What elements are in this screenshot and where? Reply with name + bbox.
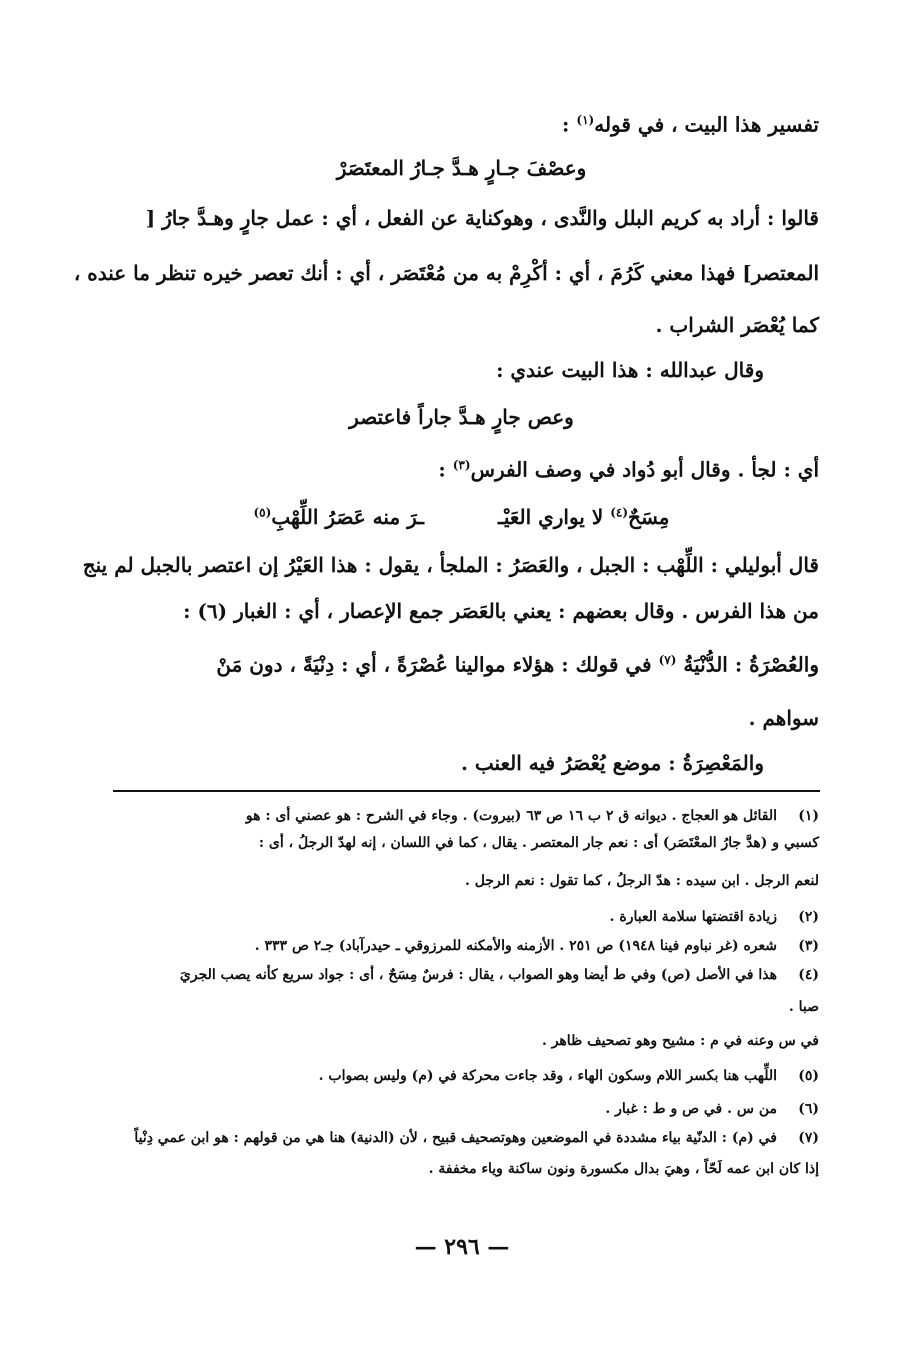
- footnote-1: (١)القائل هو العجاج . ديوانه ق ٢ ب ١٦ ص ٦٣ (بيروت) . وجاء في الشرح : هو عصني أى : هو: [245, 808, 819, 824]
- line8-text: أي : لجأ . وقال أبو دُواد في وصف الفرس: [470, 457, 819, 482]
- footnote-ref-5: (٥): [253, 505, 272, 519]
- footnote-1-line-3: لنعم الرجل . ابن سيده : هدّ الرجلُ ، كما تقول : نعم الرجل .: [465, 873, 819, 889]
- footnote-ref-4: (٤): [610, 505, 629, 519]
- footnote-7-line-2: إذا كان ابن عمه لَحّاً ، وهيَ بدال مكسورة ونون ساكنة وياء مخففة .: [428, 1161, 819, 1177]
- text-line-4: المعتصر] فهذا معني كَرُمَ ، أي : أكْرِمْ به من مُعْتَصَر ، أي : أنك تعصر خيره تنظر ما عنده ،: [73, 261, 819, 285]
- footnote-ref-1: (١): [576, 113, 595, 127]
- footnote-divider: [113, 790, 820, 792]
- text-line-11: من هذا الفرس . وقال بعضهم : يعني بالعَصَر جمع الإعصار ، أي : الغبار (٦) :: [183, 599, 819, 623]
- line8-colon: :: [438, 457, 446, 482]
- footnote-4-line-2: صبا .: [788, 999, 819, 1015]
- footnote-ref-3: (٣): [452, 458, 471, 472]
- footnote-2: (٢)زيادة اقتضتها سلامة العبارة .: [609, 909, 819, 925]
- verse-1: وعصْفَ جـارٍ هـدَّ جـارُ المعتَصَرْ: [336, 156, 587, 180]
- footnote-4: (٤)هذا في الأصل (ص) وفي ط أيضا وهو الصواب ، يقال : فرسٌ مِسَحٌ ، أى : جواد سريع كأنه يصب الجريَ: [179, 967, 819, 983]
- text-line-14: والمَعْصِرَةُ : موضع يُعْصَرُ فيه العنب .: [460, 751, 764, 775]
- verse3-hemistich-2: ـرَ منه عَصَرُ اللِّهْبِ$^{(٥)}$: [253, 504, 425, 529]
- text-line-12: والعُصْرَةُ : الدُّنْيَةُ $^{(٧)}$ في قولك : هؤلاء موالينا عُصْرَةً ، أي : دِنْيَةً ، دون مَنْ: [216, 652, 819, 677]
- text-line-8: [104, 450, 819, 485]
- text-line-5: كما يُعْصَر الشراب .: [655, 313, 819, 337]
- text-line-3: قالوا : أراد به كريم البلل والنَّدى ، وهوكناية عن الفعل ، أي : عمل جارٍ وهـدَّ جارُ [: [145, 206, 819, 230]
- footnote-4-line-3: في س وعنه في م : مشيح وهو تصحيف ظاهر .: [541, 1033, 819, 1049]
- footnote-5: (٥)اللِّهب هنا بكسر اللام وسكون الهاء ، وقد جاءت محركة في (م) وليس بصواب .: [318, 1068, 819, 1084]
- footnote-ref-7: (٧): [658, 653, 677, 667]
- footnote-3: (٣)شعره (غر نباوم فينا ١٩٤٨) ص ٢٥١ . الأزمنه والأمكنه للمرزوقي ـ حيدرآباد) جـ٢ ص ٣٣٣ .: [254, 938, 819, 954]
- verse-3: [104, 497, 819, 532]
- verse-2: وعص جارٍ هـدَّ جاراً فاعتصر: [349, 405, 574, 429]
- footnote-7: (٧)في (م) : الدنّية بياء مشددة في الموضعين وهوتصحيف قبيح ، لأن (الدنية) هنا هي من قولهم : هو ابن عمي دِنْياً: [134, 1130, 819, 1146]
- verse3-hemistich-1: مِسَحٌ$^{(٤)}$ لا يواري العَيْـ: [497, 504, 670, 529]
- page-number: — ٢٩٦ —: [414, 1234, 510, 1260]
- footnote-6: (٦)من س . في ص و ط : غبار .: [605, 1101, 819, 1117]
- text-line-6: وقال عبدالله : هذا البيت عندي :: [496, 358, 764, 382]
- text-line-10: قال أبوليلي : اللِّهْب : الجبل ، والعَصَرُ : الملجأ ، يقول : هذا العَيْرُ إن اعتصر بالجبل لم ينج: [82, 553, 819, 577]
- text-line-1: [104, 105, 819, 140]
- footnote-1-line-2: كسبي و (هدَّ جارُ المعْتَصَر) أى : نعم جار المعتصر . يقال ، كما في اللسان ، إنه لهدّ الرجلُ ، أى :: [258, 835, 819, 851]
- text-line-13: سواهم .: [748, 706, 819, 730]
- line1-colon: :: [562, 112, 570, 137]
- line1-text: تفسير هذا البيت ، في قوله: [594, 112, 819, 137]
